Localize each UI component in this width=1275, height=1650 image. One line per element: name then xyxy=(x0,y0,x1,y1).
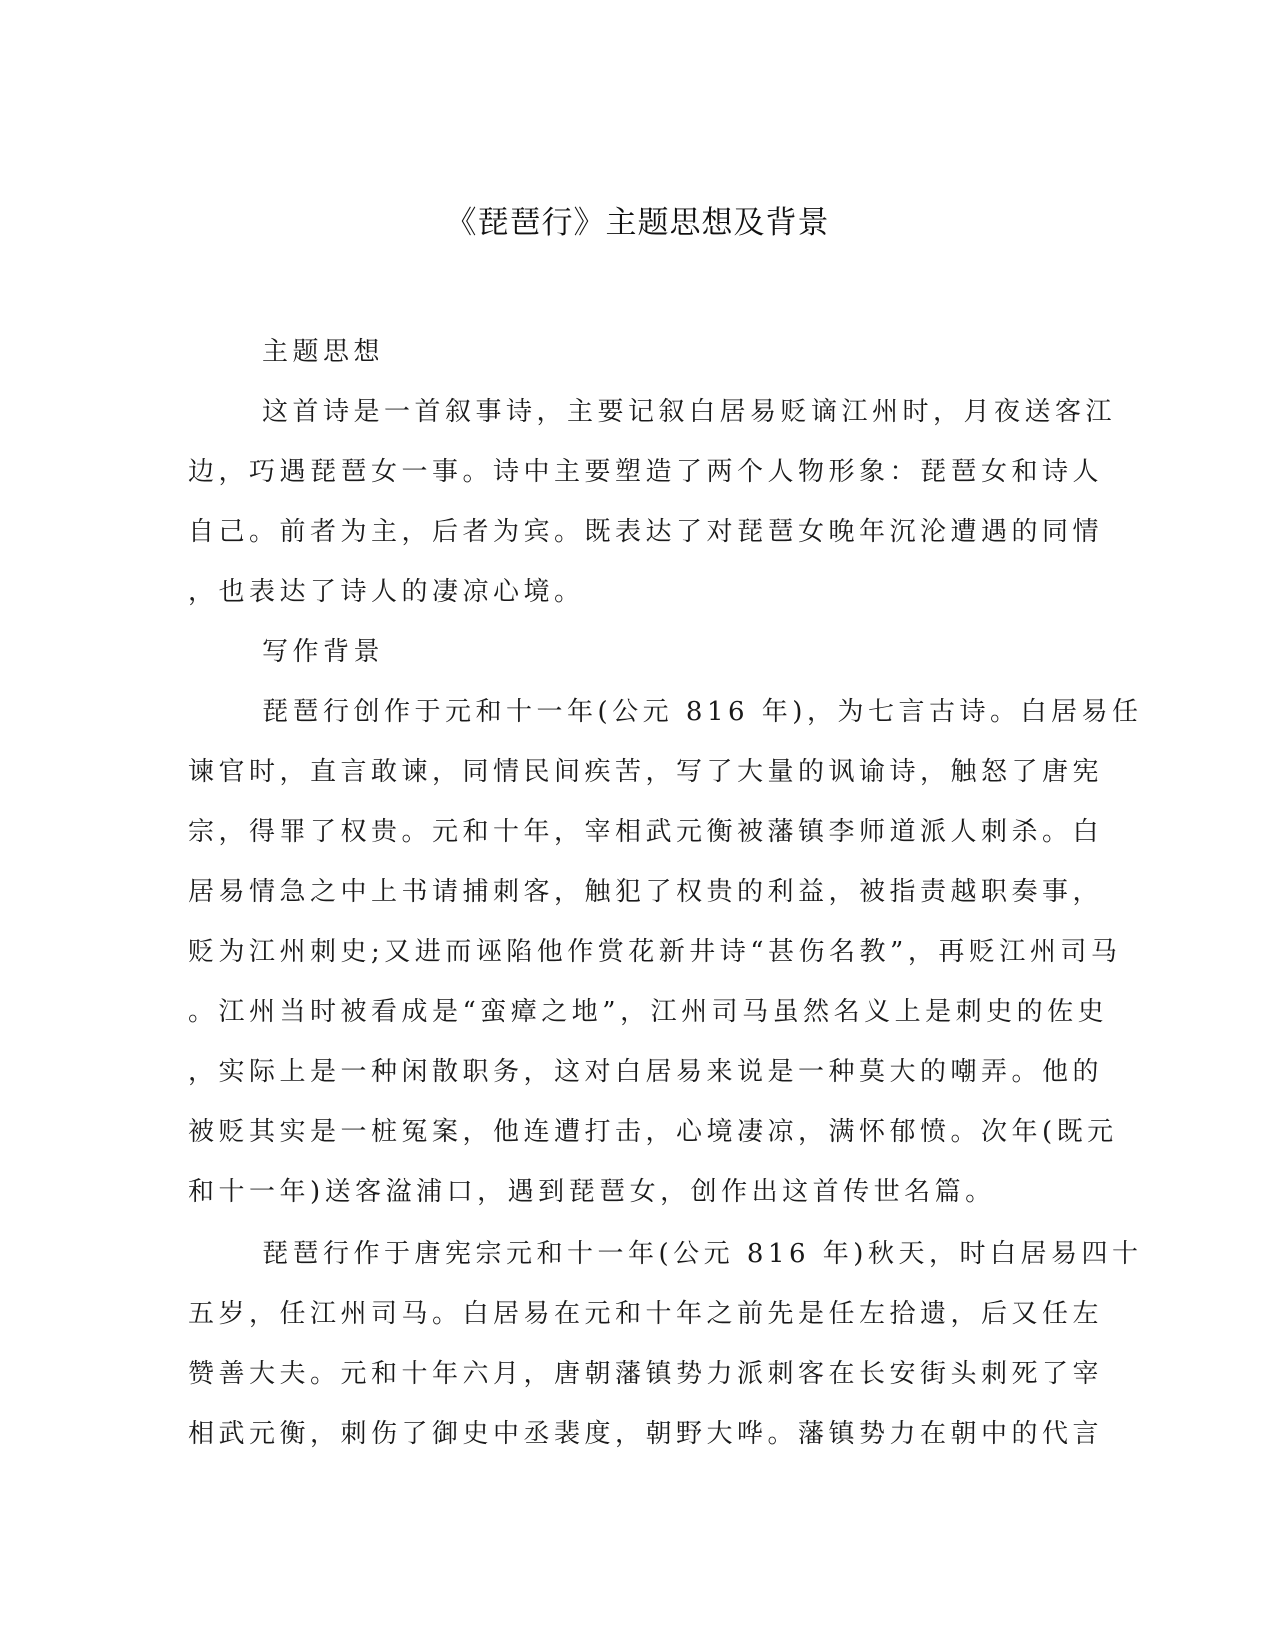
paragraph-line: 居易情急之中上书请捕刺客，触犯了权贵的利益，被指责越职奏事， xyxy=(188,877,1104,907)
document-title: 《琵琶行》主题思想及背景 xyxy=(445,205,830,241)
paragraph-line: 和十一年)送客湓浦口，遇到琵琶女，创作出这首传世名篇。 xyxy=(188,1177,996,1207)
paragraph-line: 被贬其实是一桩冤案，他连遭打击，心境凄凉，满怀郁愤。次年(既元 xyxy=(188,1117,1118,1147)
paragraph-line: 琵琶行作于唐宪宗元和十一年(公元 816 年)秋天，时白居易四十 xyxy=(262,1239,1143,1269)
paragraph-line: 谏官时，直言敢谏，同情民间疾苦，写了大量的讽谕诗，触怒了唐宪 xyxy=(188,757,1104,787)
paragraph-line: 赞善大夫。元和十年六月，唐朝藩镇势力派刺客在长安街头刺死了宰 xyxy=(188,1359,1104,1389)
paragraph-line: 自己。前者为主，后者为宾。既表达了对琵琶女晚年沉沦遭遇的同情 xyxy=(188,517,1104,547)
section-heading-theme: 主题思想 xyxy=(262,337,385,367)
paragraph-line: 琵琶行创作于元和十一年(公元 816 年)，为七言古诗。白居易任 xyxy=(262,697,1143,727)
paragraph-line: 贬为江州刺史;又进而诬陷他作赏花新井诗“甚伤名教”，再贬江州司马 xyxy=(188,937,1122,967)
paragraph-line: ，也表达了诗人的凄凉心境。 xyxy=(188,577,585,607)
paragraph-line: ，实际上是一种闲散职务，这对白居易来说是一种莫大的嘲弄。他的 xyxy=(188,1057,1104,1087)
document-body xyxy=(188,332,1143,1474)
paragraph-line: 边，巧遇琵琶女一事。诗中主要塑造了两个人物形象：琵琶女和诗人 xyxy=(188,457,1104,487)
paragraph-line: 相武元衡，刺伤了御史中丞裴度，朝野大哗。藩镇势力在朝中的代言 xyxy=(188,1419,1104,1449)
paragraph-line: 五岁，任江州司马。白居易在元和十年之前先是任左拾遗，后又任左 xyxy=(188,1299,1104,1329)
paragraph-line: 这首诗是一首叙事诗，主要记叙白居易贬谪江州时，月夜送客江 xyxy=(262,397,1117,427)
paragraph-line: 。江州当时被看成是“蛮瘴之地”，江州司马虽然名义上是刺史的佐史 xyxy=(188,997,1109,1027)
paragraph-line: 宗，得罪了权贵。元和十年，宰相武元衡被藩镇李师道派人刺杀。白 xyxy=(188,817,1104,847)
section-heading-background: 写作背景 xyxy=(262,637,385,667)
